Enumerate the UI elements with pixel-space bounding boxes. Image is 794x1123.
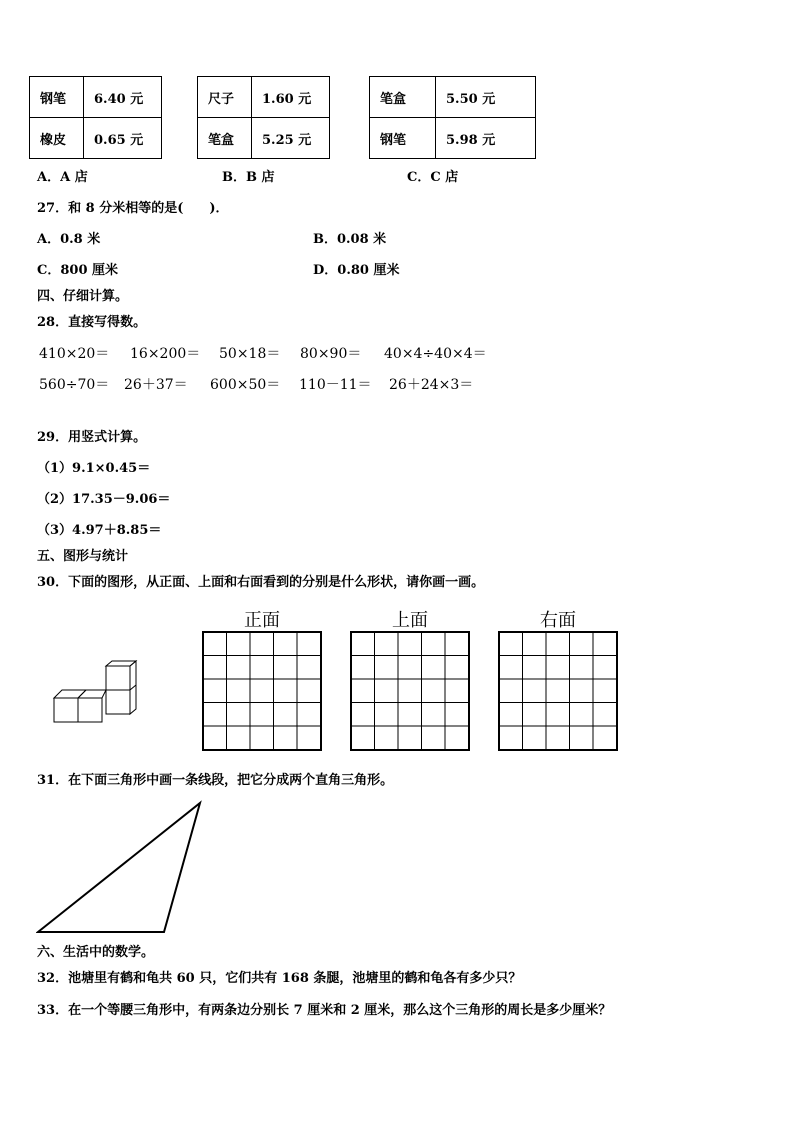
q26-option-a: A．A 店	[37, 170, 88, 185]
q29-item-3: （3）4.97＋8.85＝	[37, 523, 162, 538]
q28-row1-item3: 50×18＝	[219, 346, 281, 362]
shop-a-price-1: 6.40 元	[84, 77, 162, 118]
right-view-grid[interactable]	[498, 631, 618, 751]
view-front-label: 正面	[244, 610, 280, 631]
q28-row1-item4: 80×90＝	[300, 346, 362, 362]
q29-item-2: （2）17.35－9.06＝	[37, 492, 171, 507]
shop-c-price-1: 5.50 元	[436, 77, 536, 118]
q28-row2-item2: 26＋37＝	[124, 377, 188, 393]
q28-row2-item5: 26＋24×3＝	[389, 377, 474, 393]
q28-row1-item1: 410×20＝	[39, 346, 110, 362]
q27-option-b: B．0.08 米	[313, 232, 387, 247]
shop-c-item-1: 笔盒	[370, 77, 436, 118]
shop-b-item-2: 笔盒	[198, 118, 252, 159]
q32-stem: 32．池塘里有鹤和龟共 60 只，它们共有 168 条腿，池塘里的鹤和龟各有多少只？	[37, 971, 522, 986]
q30-stem: 30．下面的图形，从正面、上面和右面看到的分别是什么形状，请你画一画。	[37, 575, 485, 590]
shop-c-item-2: 钢笔	[370, 118, 436, 159]
shop-a-item-2: 橡皮	[30, 118, 84, 159]
view-top-label: 上面	[392, 610, 428, 631]
q29-stem: 29．用竖式计算。	[37, 430, 147, 445]
shop-b-price-2: 5.25 元	[252, 118, 330, 159]
q33-stem: 33．在一个等腰三角形中，有两条边分别长 7 厘米和 2 厘米，那么这个三角形的周长是多少厘米？	[37, 1003, 612, 1018]
q27-option-c: C．800 厘米	[37, 263, 119, 278]
shop-b-price-1: 1.60 元	[252, 77, 330, 118]
q28-row1-item5: 40×4÷40×4＝	[384, 346, 487, 362]
shop-a-table	[29, 76, 162, 159]
shop-a-price-2: 0.65 元	[84, 118, 162, 159]
q28-row2-item3: 600×50＝	[210, 377, 281, 393]
triangle-figure[interactable]	[36, 800, 206, 936]
front-view-grid[interactable]	[202, 631, 322, 751]
shop-b-item-1: 尺子	[198, 77, 252, 118]
shop-c-price-2: 5.98 元	[436, 118, 536, 159]
q31-stem: 31．在下面三角形中画一条线段，把它分成两个直角三角形。	[37, 773, 394, 788]
top-view-grid[interactable]	[350, 631, 470, 751]
q26-option-c: C．C 店	[407, 170, 459, 185]
shop-b-table	[197, 76, 330, 159]
section-5-heading: 五、图形与统计	[37, 549, 129, 564]
q27-option-d: D．0.80 厘米	[313, 263, 400, 278]
cube-stack-figure	[50, 660, 140, 730]
shop-c-table	[369, 76, 536, 159]
q27-stem: 27．和 8 分米相等的是( )．	[37, 201, 229, 216]
shop-a-item-1: 钢笔	[30, 77, 84, 118]
q28-stem: 28．直接写得数。	[37, 315, 147, 330]
q28-row2-item1: 560÷70＝	[39, 377, 110, 393]
q29-item-1: （1）9.1×0.45＝	[37, 461, 151, 476]
q27-option-a: A．0.8 米	[37, 232, 101, 247]
q28-row1-item2: 16×200＝	[130, 346, 201, 362]
section-4-heading: 四、仔细计算。	[37, 289, 129, 304]
q26-option-b: B．B 店	[222, 170, 275, 185]
q28-row2-item4: 110－11＝	[299, 377, 372, 393]
view-right-label: 右面	[540, 610, 576, 631]
section-6-heading: 六、生活中的数学。	[37, 945, 155, 960]
